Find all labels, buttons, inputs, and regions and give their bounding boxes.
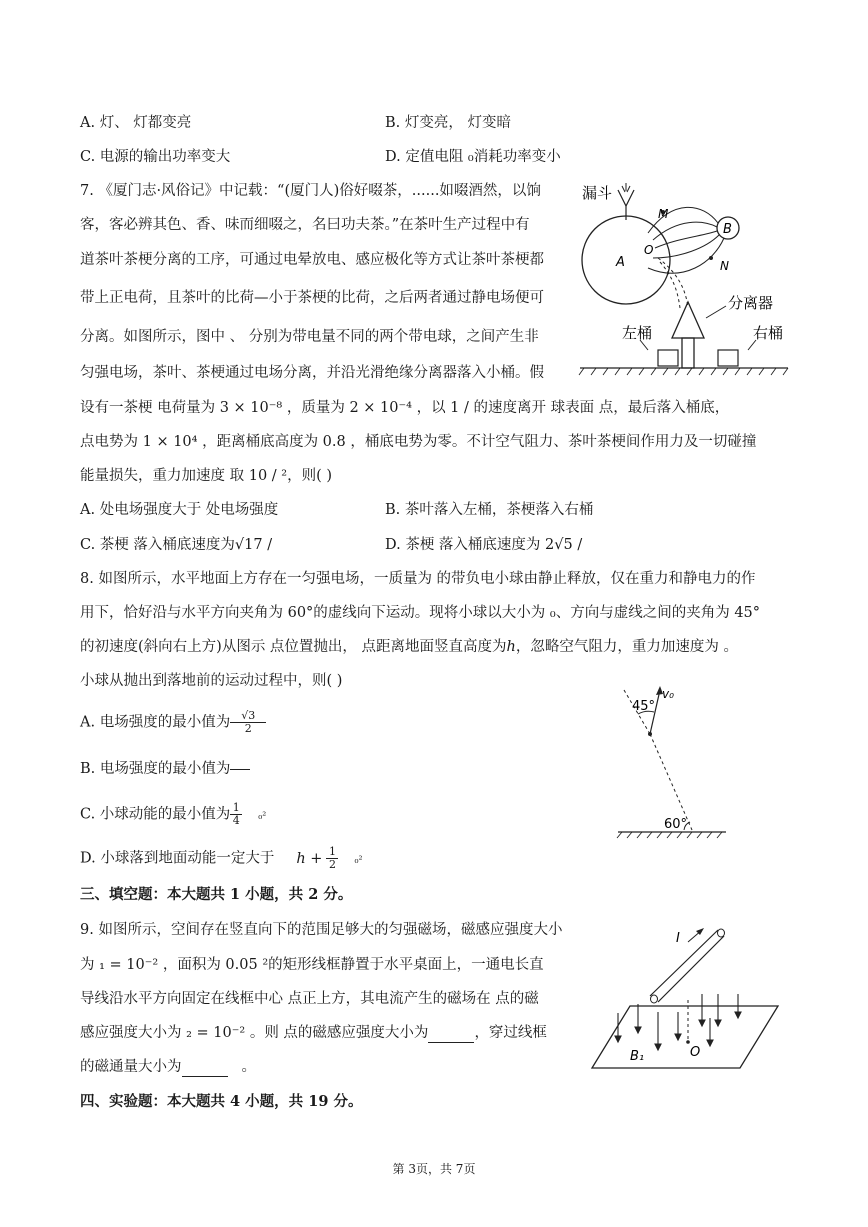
q9-line-4 <box>80 1023 547 1043</box>
q8-option-b-text: B. 电场强度的最小值为 <box>80 761 231 777</box>
q8-option-d-text: D. 小球落到地面动能一定大于 <box>80 850 275 867</box>
q7-line-9: 能量损失，重力加速度 取 10 / ²，则( ) <box>80 468 333 484</box>
q7-line-2: 客，客必辨其色、香、味而细啜之，名曰功夫茶。”在茶叶生产过程中有 <box>80 217 530 233</box>
b1-label: B₁ <box>630 1049 645 1064</box>
q8-line-2: 用下，恰好沿与水平方向夹角为 60°的虚线向下运动。现将小球以大小为 ₀、方向与虚线之间的夹角为 45° <box>80 605 761 621</box>
q8-option-b-numerator <box>230 758 250 770</box>
q9-line-4-tail: ，穿过线框 <box>474 1025 547 1041</box>
v0-label: v₀ <box>662 687 674 701</box>
q8-line-3: 的初速度(斜向右上方)从图示 点位置抛出， 点距离地面竖直高度为ℎ，忽略空气阻力，重力加速度为 。 <box>80 639 738 655</box>
q8-option-c-tail: ₀² <box>258 810 267 822</box>
q8-option-d-tail: ₀² <box>354 854 363 866</box>
q9-line-1: 9. 如图所示，空间存在竖直向下的范围足够大的匀强磁场，磁感应强度大小 <box>80 922 563 938</box>
q9-line-5-tail: 。 <box>241 1059 256 1075</box>
q9-line-4-text: 感应强度大小为 ₂ = 10⁻² 。则 点的磁感应强度大小为 <box>80 1025 429 1041</box>
angle-45-label: 45° <box>632 699 656 714</box>
q8-option-d-numerator: 1 <box>326 846 338 859</box>
separator-label: 分离器 <box>728 294 774 312</box>
q7-option-d: D. 茶梗 落入桶底速度为 2√5 / <box>385 537 583 553</box>
q9-blank-2[interactable] <box>182 1062 228 1077</box>
point-o-label-q9: O <box>690 1045 701 1060</box>
point-n-label: N <box>720 259 729 273</box>
q8-option-d-denominator: 2 <box>328 858 336 871</box>
section-3-heading: 三、填空题：本大题共 1 小题，共 2 分。 <box>80 886 353 903</box>
q7-line-1: 7. 《厦门志·风俗记》中记载：“(厦门人)俗好啜茶，......如啜酒然，以饷 <box>80 183 541 199</box>
q9-line-3: 导线沿水平方向固定在线框中心 点正上方，其电流产生的磁场在 点的磁 <box>80 991 539 1007</box>
left-bucket-label: 左桶 <box>622 324 653 342</box>
q7-line-3: 道茶叶茶梗分离的工序，可通过电晕放电、感应极化等方式让茶叶茶梗都 <box>80 252 544 268</box>
point-m-label: M <box>658 207 669 221</box>
q6-option-a: A. 灯、 灯都变亮 <box>80 115 192 131</box>
q8-option-d <box>80 846 362 873</box>
q7-option-a: A. 处电场强度大于 处电场强度 <box>80 502 279 518</box>
sphere-b-label: B <box>723 222 732 237</box>
q8-option-c-text: C. 小球动能的最小值为 <box>80 806 231 823</box>
point-o-label: O <box>644 243 654 257</box>
q9-magnetic-field-figure <box>590 918 790 1078</box>
q8-option-c <box>80 802 266 829</box>
funnel-label: 漏斗 <box>582 184 613 202</box>
section-4-heading: 四、实验题：本大题共 4 小题，共 19 分。 <box>80 1093 363 1110</box>
q8-option-b-denominator <box>230 770 250 781</box>
q8-option-d-mid: ℎ + <box>296 850 323 867</box>
q8-option-c-denominator: 4 <box>232 814 240 827</box>
q7-line-4: 带上正电荷，且茶叶的比荷—小于茶梗的比荷，之后两者通过静电场便可 <box>80 290 544 306</box>
q8-option-a-text: A. 电场强度的最小值为 <box>80 714 231 731</box>
sphere-a-label: A <box>616 255 625 270</box>
q7-option-b: B. 茶叶落入左桶，茶梗落入右桶 <box>385 502 594 518</box>
current-label: I <box>676 931 680 946</box>
right-bucket-label: 右桶 <box>753 324 784 342</box>
q7-option-c: C. 茶梗 落入桶底速度为√17 / <box>80 537 273 553</box>
q8-option-c-numerator: 1 <box>230 802 242 815</box>
q9-line-2: 为 ₁ = 10⁻² ，面积为 0.05 ²的矩形线框静置于水平桌面上，一通电长直 <box>80 957 544 973</box>
q8-option-a-numerator: √3 <box>230 710 266 723</box>
q9-line-5-text: 的磁通量大小为 <box>80 1059 182 1075</box>
q8-projectile-figure <box>610 682 730 842</box>
q6-option-d: D. 定值电阻 ₀消耗功率变小 <box>385 149 561 165</box>
q8-option-a <box>80 710 266 735</box>
q9-line-5 <box>80 1057 256 1077</box>
q9-blank-1[interactable] <box>428 1028 474 1043</box>
q8-option-b <box>80 757 250 781</box>
q7-line-6: 匀强电场，茶叶、茶梗通过电场分离，并沿光滑绝缘分离器落入小桶。假 <box>80 365 544 381</box>
angle-60-label: 60° <box>664 817 688 832</box>
page-footer: 第 3页，共 7页 <box>392 1162 476 1176</box>
q8-line-4: 小球从抛出到落地前的运动过程中，则( ) <box>80 673 343 689</box>
q8-line-1: 8. 如图所示，水平地面上方存在一匀强电场，一质量为 的带负电小球由静止释放，仅在重力和静电力的作 <box>80 571 756 587</box>
q7-tea-separator-figure <box>578 178 790 378</box>
q7-line-7: 设有一茶梗 电荷量为 3 × 10⁻⁸ ，质量为 2 × 10⁻⁴ ，以 1 / 的速度离开 球表面 点，最后落入桶底， <box>80 400 730 416</box>
q7-line-5: 分离。如图所示，图中 、 分别为带电量不同的两个带电球，之间产生非 <box>80 329 539 345</box>
q6-option-b: B. 灯变亮， 灯变暗 <box>385 115 511 131</box>
q8-option-a-denominator: 2 <box>244 722 252 735</box>
q7-line-8: 点电势为 1 × 10⁴ ，距离桶底高度为 0.8 ，桶底电势为零。不计空气阻力、茶叶茶梗间作用力及一切碰撞 <box>80 434 757 450</box>
q6-option-c: C. 电源的输出功率变大 <box>80 149 231 165</box>
